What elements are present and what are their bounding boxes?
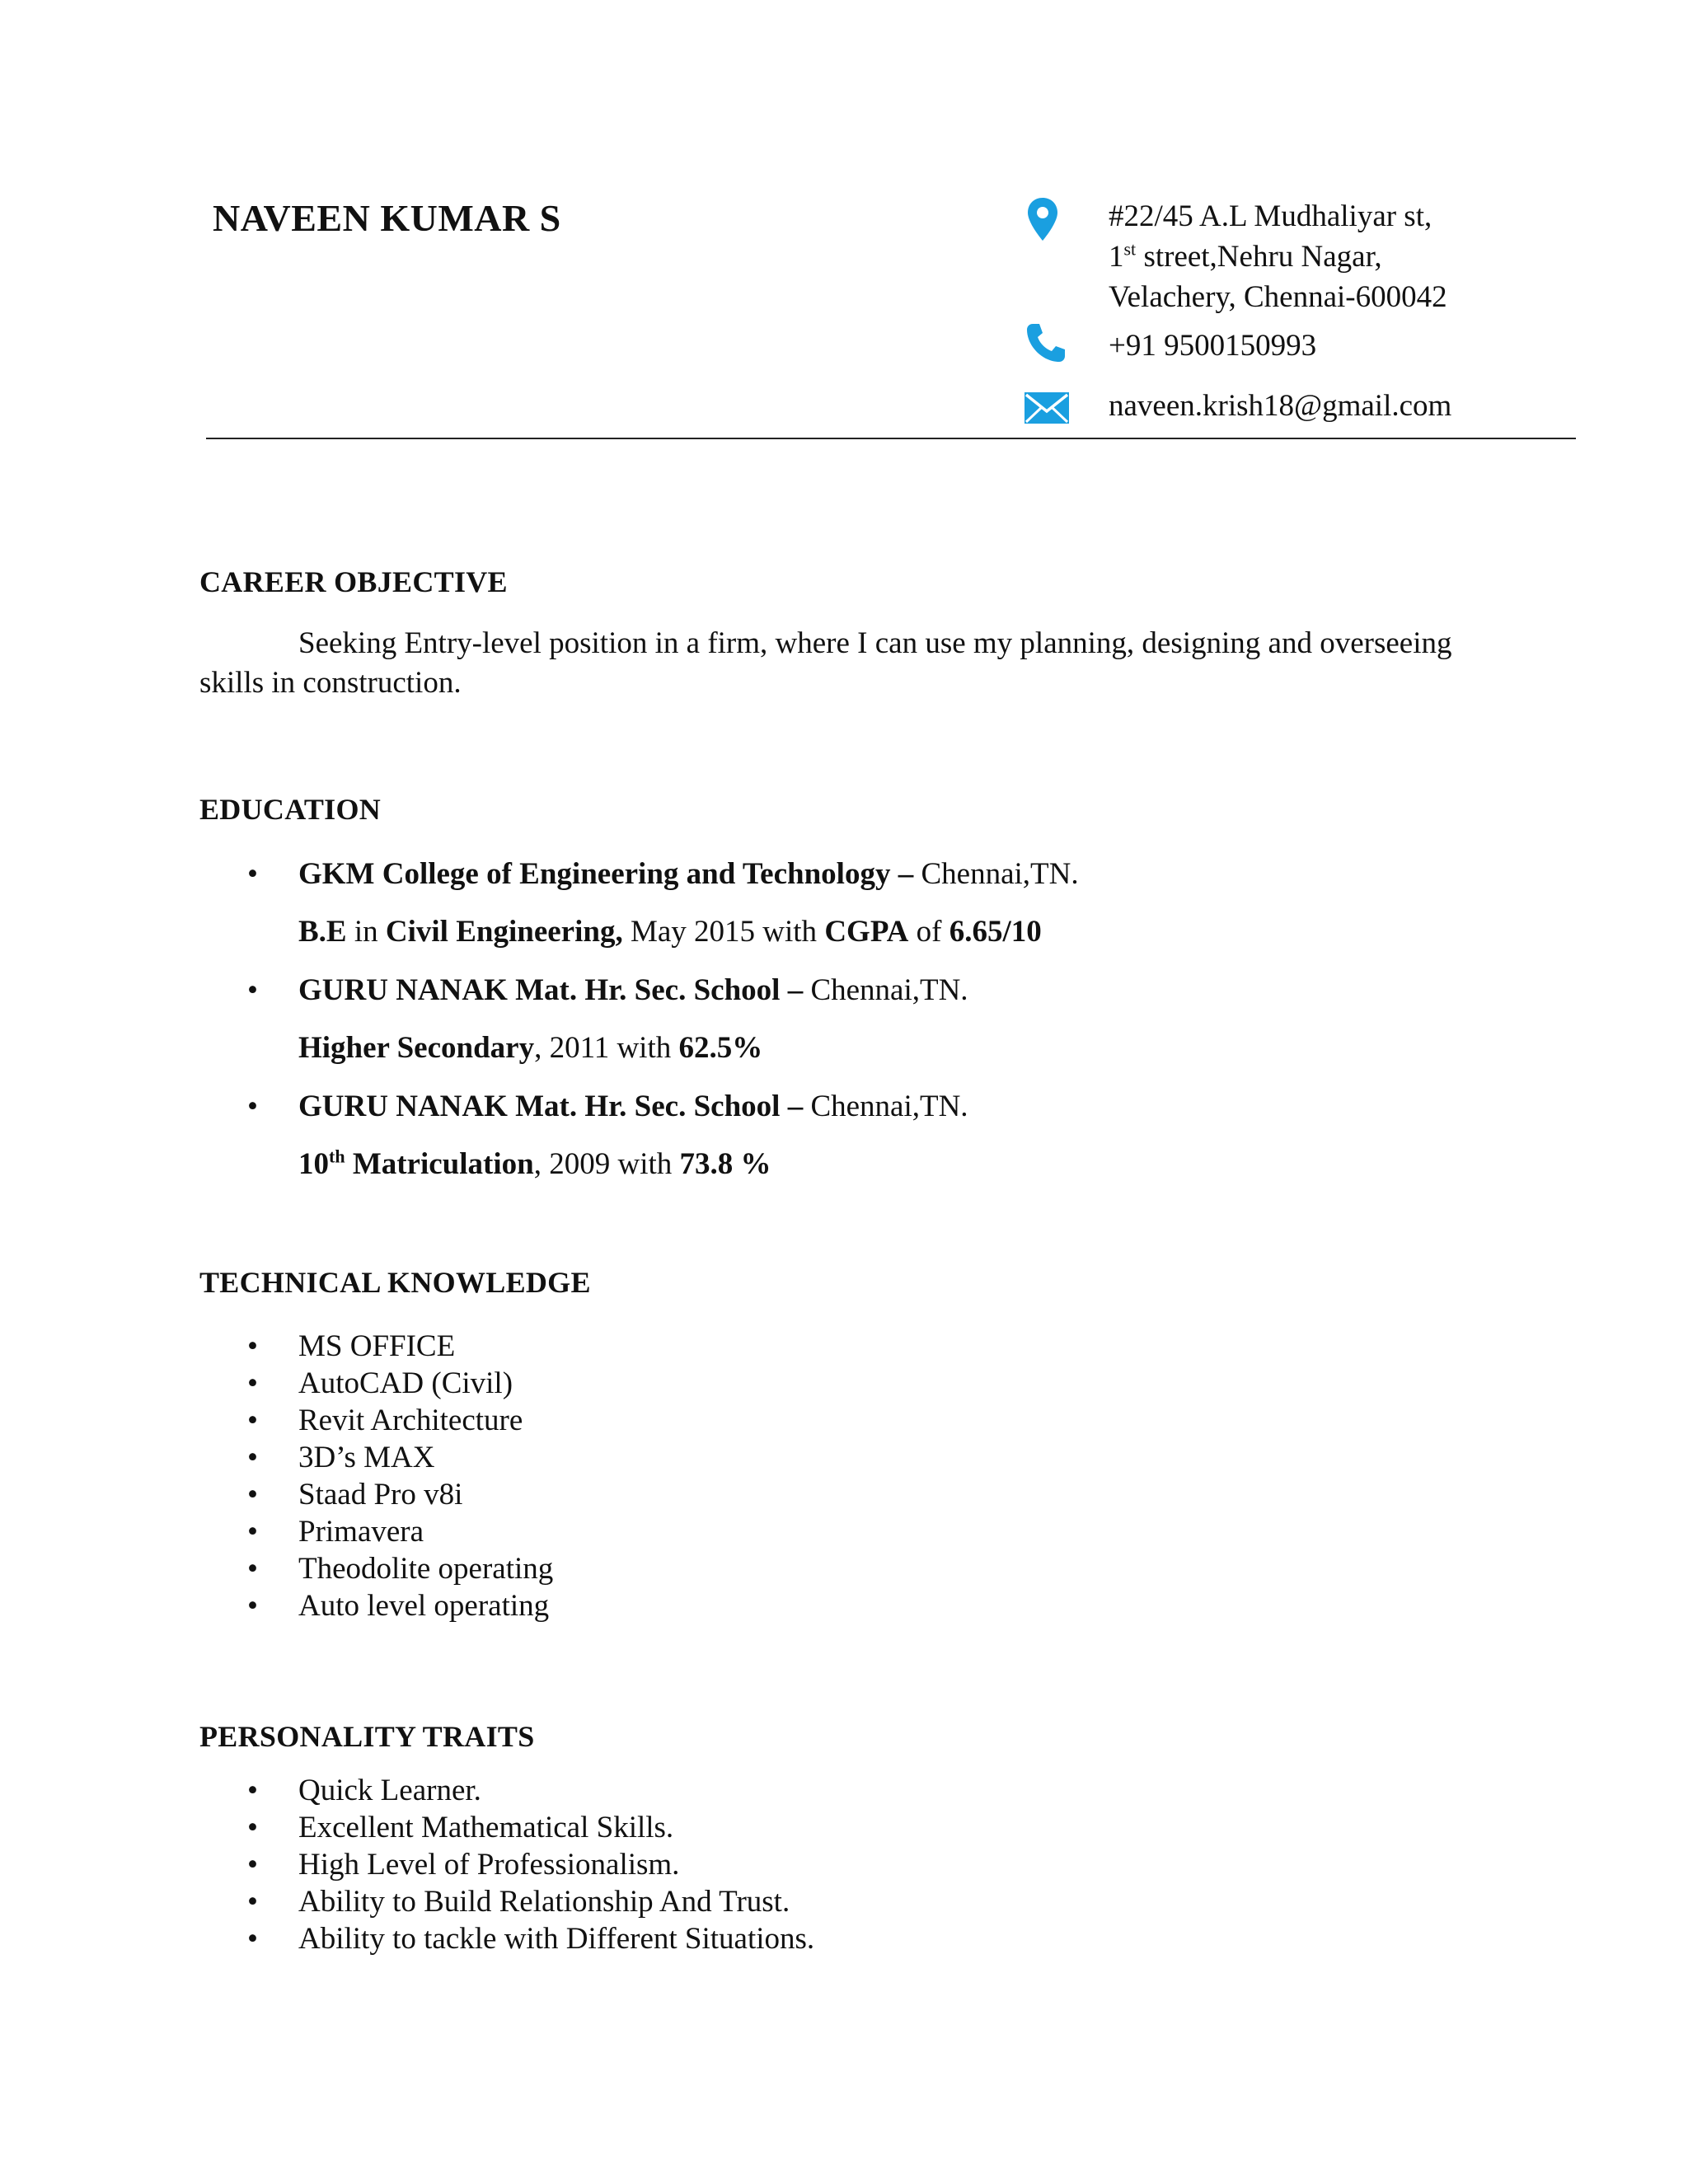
address-block (1109, 196, 1447, 317)
list-item: • 3D’s MAX (247, 1441, 435, 1474)
technical-knowledge-heading: TECHNICAL KNOWLEDGE (199, 1266, 591, 1299)
education-degree-line: 10th Matriculation, 2009 with 73.8 % (298, 1146, 771, 1181)
phone-number: +91 9500150993 (1109, 329, 1317, 363)
location-pin-icon (1026, 196, 1059, 242)
list-item: • Quick Learner. (247, 1774, 481, 1807)
bullet: • (247, 973, 258, 1007)
envelope-icon (1024, 391, 1070, 424)
header-divider (206, 438, 1576, 439)
personality-traits-list (199, 1772, 814, 1957)
list-item: • Ability to tackle with Different Situations. (247, 1922, 815, 1956)
technical-knowledge-list (199, 1328, 553, 1624)
phone-icon (1025, 321, 1067, 364)
address-line-2: 1st street,Nehru Nagar, (1109, 238, 1382, 274)
address-line-1: #22/45 A.L Mudhaliyar st, (1109, 199, 1432, 233)
personality-traits-heading: PERSONALITY TRAITS (199, 1720, 535, 1753)
career-objective-text: Seeking Entry-level position in a firm, where I can use my planning, designing and overseeing skills in construction. (199, 626, 1452, 700)
education-heading: EDUCATION (199, 793, 382, 826)
list-item: • Revit Architecture (247, 1404, 523, 1437)
education-institution-line: GURU NANAK Mat. Hr. Sec. School – Chennai,TN. (298, 1090, 968, 1123)
list-item: • High Level of Professionalism. (247, 1848, 680, 1882)
list-item: • Staad Pro v8i (247, 1478, 463, 1511)
education-institution-line: GURU NANAK Mat. Hr. Sec. School – Chennai,TN. (298, 973, 968, 1007)
list-item: • Auto level operating (247, 1589, 550, 1623)
education-degree-line: B.E in Civil Engineering, May 2015 with CGPA of 6.65/10 (298, 915, 1042, 949)
list-item: • Ability to Build Relationship And Trust. (247, 1885, 790, 1919)
list-item: • AutoCAD (Civil) (247, 1366, 513, 1400)
bullet: • (247, 857, 258, 891)
list-item: • Excellent Mathematical Skills. (247, 1811, 674, 1844)
list-item: • MS OFFICE (247, 1329, 456, 1363)
education-degree-line: Higher Secondary, 2011 with 62.5% (298, 1031, 763, 1065)
career-objective-heading: CAREER OBJECTIVE (199, 565, 508, 598)
candidate-name: NAVEEN KUMAR S (213, 197, 561, 239)
list-item: • Theodolite operating (247, 1552, 554, 1586)
address-line-3: Velachery, Chennai-600042 (1109, 280, 1447, 314)
bullet: • (247, 1090, 258, 1123)
education-institution-line: GKM College of Engineering and Technology – Chennai,TN. (298, 857, 1079, 891)
list-item: • Primavera (247, 1515, 424, 1549)
email-address: naveen.krish18@gmail.com (1109, 389, 1452, 423)
